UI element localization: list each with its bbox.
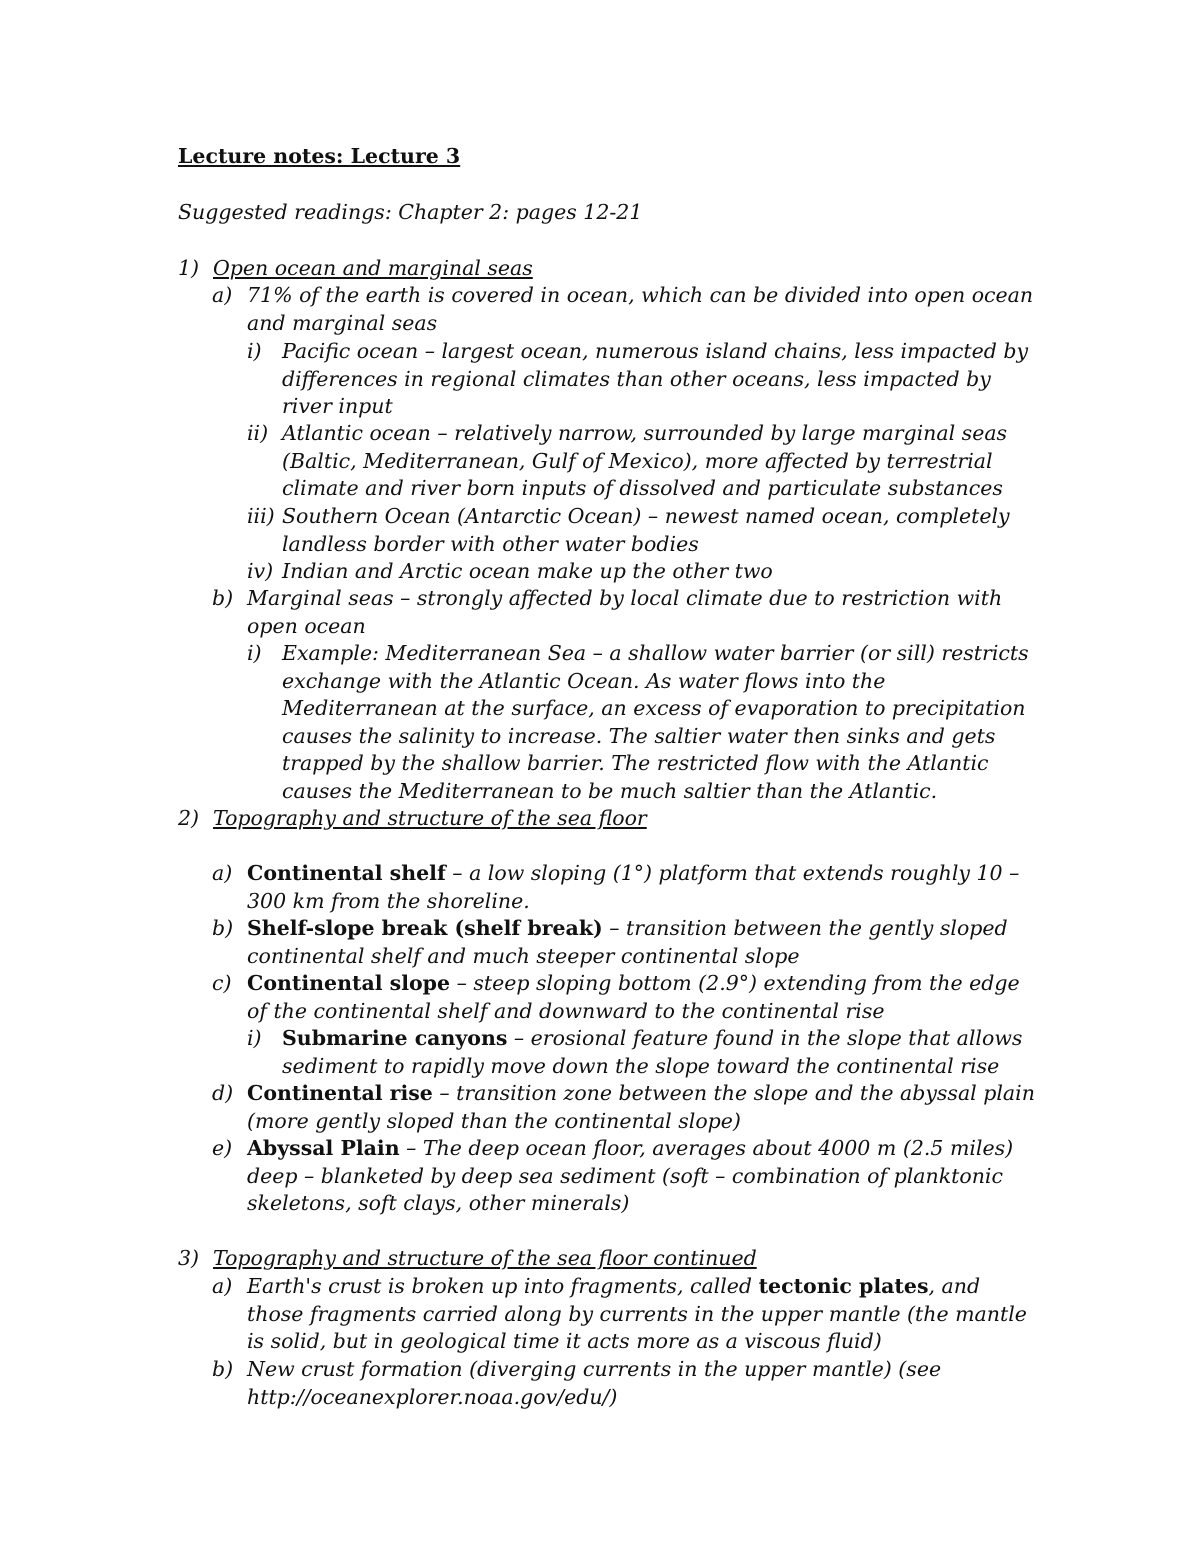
list-item-text: Indian and Arctic ocean make up the other two [282, 559, 773, 583]
list-item [212, 1356, 1038, 1411]
list-item [212, 915, 1038, 970]
section-title: Topography and structure of the sea floor continued [213, 1246, 757, 1270]
list-item-text [247, 860, 1038, 915]
list-item-text [247, 1080, 1038, 1135]
list-item [212, 1135, 1038, 1218]
section-title: Topography and structure of the sea floor [213, 806, 647, 830]
list-item [212, 1080, 1038, 1135]
list-marker: 3) [178, 1246, 200, 1270]
list-item-text: Atlantic ocean – relatively narrow, surrounded by large marginal seas (Baltic, Mediterranean, Gulf of Mexico), more affected by terrestrial climate and river born inputs of dissolved and particulate substances [282, 421, 1008, 501]
list-item [247, 503, 1038, 558]
list-item-text: New crust formation (diverging currents in the upper mantle) (see http://oceanexplorer.noaa.gov/edu/) [247, 1357, 942, 1409]
list-item [247, 420, 1038, 503]
item-text-before: Earth's crust is broken up into fragments, called [247, 1274, 759, 1298]
list-marker: iv) [247, 559, 274, 583]
item-text-after: , and those fragments carried along by currents in the upper mantle (the mantle is solid, but in geological time it acts more as a viscous fluid) [247, 1274, 1027, 1354]
list-item [212, 1273, 1038, 1356]
term: Continental shelf [247, 861, 446, 885]
document-title: Lecture notes: Lecture 3 [178, 144, 461, 168]
term: Continental slope [247, 971, 451, 995]
term: Submarine canyons [282, 1026, 508, 1050]
definition: – transition zone between the slope and the abyssal plain (more gently sloped than the continental slope) [247, 1081, 1035, 1133]
list-item [247, 640, 1038, 806]
list-marker: i) [247, 1026, 262, 1050]
list-item-text [247, 915, 1038, 970]
list-item-text: Pacific ocean – largest ocean, numerous island chains, less impacted by differences in regional climates than other oceans, less impacted by river input [282, 339, 1029, 419]
list-marker: 2) [178, 806, 200, 830]
list-marker: a) [212, 861, 233, 885]
section-heading [178, 255, 1038, 283]
term: Shelf-slope break (shelf break) [247, 916, 603, 940]
list-marker: b) [212, 1357, 234, 1381]
list-item-text [282, 1025, 1038, 1080]
list-marker: a) [212, 1274, 233, 1298]
suggested-readings: Suggested readings: Chapter 2: pages 12-21 [178, 200, 643, 224]
list-marker: 1) [178, 256, 200, 280]
list-item-text [247, 1273, 1038, 1356]
term: Continental rise [247, 1081, 433, 1105]
list-marker: i) [247, 641, 262, 665]
list-item [212, 282, 1038, 337]
list-item [212, 585, 1038, 640]
definition: – transition between the gently sloped continental shelf and much steeper continental slope [247, 916, 1008, 968]
list-item [247, 338, 1038, 421]
list-item-text [247, 970, 1038, 1025]
list-item [247, 1025, 1038, 1080]
list-item-text: Example: Mediterranean Sea – a shallow water barrier (or sill) restricts exchange with the Atlantic Ocean. As water flows into the Mediterranean at the surface, an excess of evaporation to precipitation causes the salinity to increase. The saltier water then sinks and gets trapped by the shallow barrier. The restricted flow with the Atlantic causes the Mediterranean to be much saltier than the Atlantic. [282, 641, 1029, 803]
definition: – erosional feature found in the slope that allows sediment to rapidly move down the slope toward the continental rise [282, 1026, 1023, 1078]
list-marker: i) [247, 339, 262, 363]
list-item [212, 970, 1038, 1025]
list-item-text: 71% of the earth is covered in ocean, which can be divided into open ocean and marginal seas [247, 283, 1034, 335]
term: tectonic plates [758, 1274, 929, 1298]
list-item [247, 558, 1038, 586]
definition: – The deep ocean floor, averages about 4000 m (2.5 miles) deep – blanketed by deep sea sediment (soft – combination of planktonic skeletons, soft clays, other minerals) [247, 1136, 1014, 1216]
list-item-text [247, 1135, 1038, 1218]
term: Abyssal Plain [247, 1136, 400, 1160]
definition: – steep sloping bottom (2.9°) extending from the edge of the continental shelf and downward to the continental rise [247, 971, 1020, 1023]
list-marker: d) [212, 1081, 234, 1105]
section-heading [178, 805, 1038, 833]
list-item-text: Marginal seas – strongly affected by local climate due to restriction with open ocean [247, 586, 1003, 638]
section-heading [178, 1245, 1038, 1273]
list-marker: ii) [247, 421, 269, 445]
list-marker: b) [212, 586, 234, 610]
section-title: Open ocean and marginal seas [213, 256, 533, 280]
definition: – a low sloping (1°) platform that extends roughly 10 – 300 km from the shoreline. [247, 861, 1020, 913]
list-marker: iii) [247, 504, 275, 528]
list-marker: c) [212, 971, 232, 995]
list-marker: a) [212, 283, 233, 307]
list-item [212, 860, 1038, 915]
list-marker: e) [212, 1136, 233, 1160]
list-item-text: Southern Ocean (Antarctic Ocean) – newest named ocean, completely landless border with other water bodies [282, 504, 1010, 556]
list-marker: b) [212, 916, 234, 940]
